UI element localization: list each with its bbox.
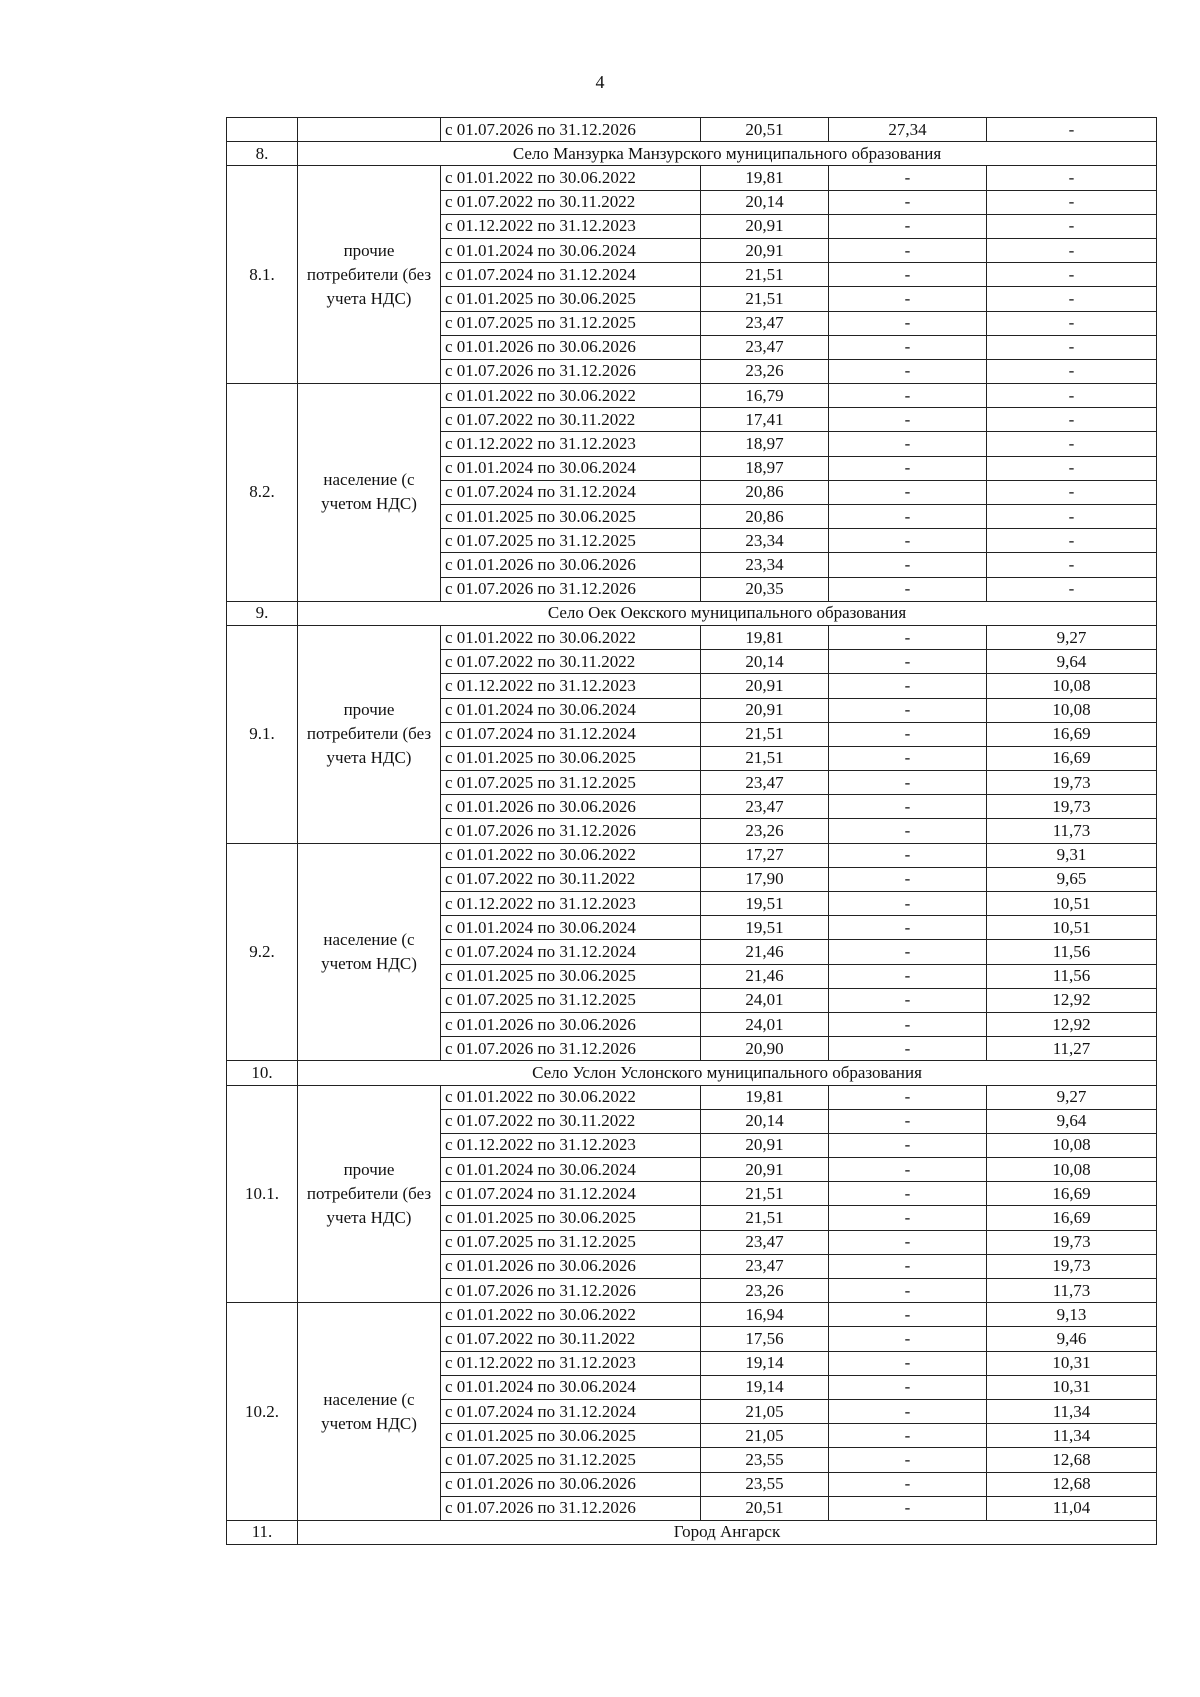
period-cell: с 01.07.2025 по 31.12.2025 [441, 1230, 701, 1254]
period-cell: с 01.01.2024 по 30.06.2024 [441, 916, 701, 940]
tariff-value-1: 24,01 [701, 988, 829, 1012]
tariff-value-2: - [829, 940, 987, 964]
tariff-value-2: - [829, 1158, 987, 1182]
tariff-value-2: - [829, 529, 987, 553]
tariff-value-2: - [829, 1254, 987, 1278]
tariff-value-3: 10,08 [987, 1133, 1157, 1157]
period-cell: с 01.07.2024 по 31.12.2024 [441, 940, 701, 964]
tariff-value-3: 10,31 [987, 1375, 1157, 1399]
tariff-value-1: 21,51 [701, 746, 829, 770]
tariff-value-2: - [829, 553, 987, 577]
tariff-value-2: - [829, 263, 987, 287]
consumer-category: прочие потребители (без учета НДС) [298, 625, 441, 843]
tariff-value-3: - [987, 505, 1157, 529]
tariff-value-2: - [829, 166, 987, 190]
period-cell: с 01.12.2022 по 31.12.2023 [441, 892, 701, 916]
period-cell: с 01.07.2026 по 31.12.2026 [441, 1037, 701, 1061]
period-cell: с 01.12.2022 по 31.12.2023 [441, 674, 701, 698]
tariff-value-3: - [987, 480, 1157, 504]
tariff-value-1: 23,34 [701, 553, 829, 577]
period-cell: с 01.07.2024 по 31.12.2024 [441, 722, 701, 746]
tariff-value-3: 9,46 [987, 1327, 1157, 1351]
period-cell: с 01.07.2022 по 30.11.2022 [441, 867, 701, 891]
page-number: 4 [595, 72, 605, 92]
tariff-value-2: - [829, 480, 987, 504]
tariff-value-1: 21,51 [701, 263, 829, 287]
tariff-value-1: 23,47 [701, 311, 829, 335]
consumer-category: население (с учетом НДС) [298, 384, 441, 602]
tariff-value-2: - [829, 577, 987, 601]
period-cell: с 01.01.2024 по 30.06.2024 [441, 1158, 701, 1182]
period-cell: с 01.12.2022 по 31.12.2023 [441, 432, 701, 456]
table-row [227, 384, 1157, 408]
tariff-value-2: - [829, 892, 987, 916]
table-row [227, 1303, 1157, 1327]
section-title: Село Оек Оекского муниципального образования [298, 601, 1157, 625]
tariff-value-2: - [829, 408, 987, 432]
tariff-value-1: 20,14 [701, 650, 829, 674]
tariff-value-3: 11,34 [987, 1399, 1157, 1423]
tariff-value-3: 12,68 [987, 1472, 1157, 1496]
tariff-value-1: 23,47 [701, 335, 829, 359]
tariff-value-1: 23,55 [701, 1472, 829, 1496]
tariff-value-1: 20,91 [701, 1158, 829, 1182]
period-cell: с 01.07.2024 по 31.12.2024 [441, 1399, 701, 1423]
tariff-value-2: - [829, 674, 987, 698]
tariff-value-2: - [829, 843, 987, 867]
tariff-value-1: 19,14 [701, 1351, 829, 1375]
tariff-value-1: 20,51 [701, 1496, 829, 1520]
period-cell: с 01.01.2022 по 30.06.2022 [441, 625, 701, 649]
tariff-value-3: - [987, 384, 1157, 408]
tariff-value-2: - [829, 1448, 987, 1472]
tariff-value-2: - [829, 1109, 987, 1133]
section-header-row [227, 601, 1157, 625]
tariff-value-2: - [829, 1182, 987, 1206]
tariff-value-1: 23,47 [701, 1230, 829, 1254]
tariff-value-2: - [829, 1472, 987, 1496]
tariff-value-3: 19,73 [987, 1254, 1157, 1278]
period-cell: с 01.01.2026 по 30.06.2026 [441, 795, 701, 819]
tariff-value-1: 20,91 [701, 674, 829, 698]
group-number: 8.1. [227, 166, 298, 384]
tariff-value-1: 21,51 [701, 287, 829, 311]
period-cell: с 01.07.2026 по 31.12.2026 [441, 819, 701, 843]
tariff-value-1: 20,14 [701, 190, 829, 214]
tariff-value-1: 21,51 [701, 1182, 829, 1206]
group-number: 9.1. [227, 625, 298, 843]
consumer-category: прочие потребители (без учета НДС) [298, 1085, 441, 1303]
tariff-value-3: - [987, 214, 1157, 238]
period-cell: с 01.01.2022 по 30.06.2022 [441, 1303, 701, 1327]
period-cell: с 01.01.2026 по 30.06.2026 [441, 335, 701, 359]
tariff-value-2: - [829, 722, 987, 746]
tariff-value-3: 9,64 [987, 1109, 1157, 1133]
tariff-value-1: 21,51 [701, 722, 829, 746]
tariff-value-1: 23,26 [701, 1279, 829, 1303]
tariff-value-3: 16,69 [987, 1206, 1157, 1230]
tariff-value-1: 23,55 [701, 1448, 829, 1472]
tariff-value-2: - [829, 964, 987, 988]
period-cell: с 01.07.2026 по 31.12.2026 [441, 577, 701, 601]
tariff-value-1: 20,91 [701, 238, 829, 262]
tariff-value-2: - [829, 916, 987, 940]
tariff-value-3: 16,69 [987, 722, 1157, 746]
section-number: 11. [227, 1520, 298, 1544]
period-cell: с 01.01.2022 по 30.06.2022 [441, 384, 701, 408]
tariff-value-3: - [987, 456, 1157, 480]
tariff-value-3: 9,13 [987, 1303, 1157, 1327]
section-number: 10. [227, 1061, 298, 1085]
tariff-value-2: - [829, 1133, 987, 1157]
table-row [227, 1085, 1157, 1109]
tariff-value-3: - [987, 335, 1157, 359]
tariff-value-3: 12,92 [987, 988, 1157, 1012]
period-cell: с 01.07.2026 по 31.12.2026 [441, 1496, 701, 1520]
period-cell: с 01.07.2025 по 31.12.2025 [441, 1448, 701, 1472]
tariff-value-3: - [987, 118, 1157, 142]
tariff-value-3: 11,27 [987, 1037, 1157, 1061]
tariff-value-3: 19,73 [987, 771, 1157, 795]
tariff-value-3: 11,56 [987, 940, 1157, 964]
period-cell: с 01.01.2025 по 30.06.2025 [441, 964, 701, 988]
tariff-value-3: 16,69 [987, 746, 1157, 770]
tariff-value-3: - [987, 166, 1157, 190]
tariff-value-1: 16,94 [701, 1303, 829, 1327]
tariff-value-2: - [829, 335, 987, 359]
period-cell: с 01.01.2025 по 30.06.2025 [441, 1424, 701, 1448]
row-number-cell [227, 118, 298, 142]
section-header-row [227, 1061, 1157, 1085]
tariff-value-3: 19,73 [987, 1230, 1157, 1254]
tariff-value-1: 20,35 [701, 577, 829, 601]
tariff-value-2: - [829, 384, 987, 408]
tariff-value-1: 16,79 [701, 384, 829, 408]
tariff-value-2: - [829, 625, 987, 649]
tariff-value-3: 10,51 [987, 892, 1157, 916]
tariff-value-1: 23,47 [701, 1254, 829, 1278]
tariff-value-2: - [829, 795, 987, 819]
tariff-value-2: - [829, 988, 987, 1012]
tariff-value-3: - [987, 359, 1157, 383]
period-cell: с 01.07.2024 по 31.12.2024 [441, 480, 701, 504]
period-cell: с 01.01.2026 по 30.06.2026 [441, 553, 701, 577]
tariff-value-2: - [829, 698, 987, 722]
period-cell: с 01.01.2022 по 30.06.2022 [441, 166, 701, 190]
period-cell: с 01.07.2024 по 31.12.2024 [441, 263, 701, 287]
period-cell: с 01.07.2025 по 31.12.2025 [441, 311, 701, 335]
tariff-value-1: 23,26 [701, 819, 829, 843]
tariff-value-3: - [987, 432, 1157, 456]
period-cell: с 01.07.2026 по 31.12.2026 [441, 359, 701, 383]
tariff-value-1: 21,51 [701, 1206, 829, 1230]
tariff-table [226, 117, 1157, 1545]
tariff-value-3: - [987, 408, 1157, 432]
tariff-value-3: 9,31 [987, 843, 1157, 867]
tariff-value-3: 10,08 [987, 1158, 1157, 1182]
tariff-value-2: - [829, 819, 987, 843]
tariff-value-3: - [987, 238, 1157, 262]
consumer-category: население (с учетом НДС) [298, 1303, 441, 1521]
section-number: 9. [227, 601, 298, 625]
period-cell: с 01.12.2022 по 31.12.2023 [441, 1351, 701, 1375]
tariff-value-2: - [829, 505, 987, 529]
section-title: Город Ангарск [298, 1520, 1157, 1544]
tariff-value-2: - [829, 1230, 987, 1254]
tariff-value-3: 9,64 [987, 650, 1157, 674]
period-cell: с 01.01.2022 по 30.06.2022 [441, 1085, 701, 1109]
tariff-value-2: - [829, 1375, 987, 1399]
period-cell: с 01.12.2022 по 31.12.2023 [441, 214, 701, 238]
consumer-category: прочие потребители (без учета НДС) [298, 166, 441, 384]
category-cell [298, 118, 441, 142]
period-cell: с 01.01.2022 по 30.06.2022 [441, 843, 701, 867]
tariff-value-3: - [987, 311, 1157, 335]
tariff-value-1: 23,47 [701, 771, 829, 795]
tariff-value-1: 20,51 [701, 118, 829, 142]
tariff-value-2: - [829, 1279, 987, 1303]
tariff-value-2: - [829, 650, 987, 674]
tariff-value-1: 24,01 [701, 1012, 829, 1036]
tariff-value-1: 20,14 [701, 1109, 829, 1133]
tariff-value-3: - [987, 577, 1157, 601]
tariff-value-3: 11,73 [987, 1279, 1157, 1303]
tariff-value-2: - [829, 1303, 987, 1327]
consumer-category: население (с учетом НДС) [298, 843, 441, 1061]
tariff-value-1: 19,81 [701, 1085, 829, 1109]
period-cell: с 01.01.2026 по 30.06.2026 [441, 1012, 701, 1036]
section-title: Село Услон Услонского муниципального образования [298, 1061, 1157, 1085]
tariff-value-2: - [829, 1327, 987, 1351]
tariff-value-2: - [829, 311, 987, 335]
period-cell: с 01.07.2022 по 30.11.2022 [441, 190, 701, 214]
table-row [227, 166, 1157, 190]
tariff-value-3: - [987, 553, 1157, 577]
tariff-value-1: 20,86 [701, 505, 829, 529]
tariff-value-3: - [987, 263, 1157, 287]
tariff-value-1: 21,05 [701, 1399, 829, 1423]
tariff-value-2: - [829, 359, 987, 383]
tariff-value-2: - [829, 1206, 987, 1230]
period-cell: с 01.07.2026 по 31.12.2026 [441, 1279, 701, 1303]
period-cell: с 01.01.2025 по 30.06.2025 [441, 505, 701, 529]
period-cell: с 01.01.2026 по 30.06.2026 [441, 1472, 701, 1496]
period-cell: с 01.07.2026 по 31.12.2026 [441, 118, 701, 142]
period-cell: с 01.07.2022 по 30.11.2022 [441, 1109, 701, 1133]
tariff-value-1: 23,26 [701, 359, 829, 383]
tariff-value-2: - [829, 771, 987, 795]
tariff-value-3: 9,27 [987, 625, 1157, 649]
table-row [227, 843, 1157, 867]
tariff-value-2: - [829, 1424, 987, 1448]
period-cell: с 01.01.2025 по 30.06.2025 [441, 746, 701, 770]
tariff-value-2: - [829, 1351, 987, 1375]
period-cell: с 01.12.2022 по 31.12.2023 [441, 1133, 701, 1157]
tariff-value-1: 21,46 [701, 940, 829, 964]
period-cell: с 01.07.2025 по 31.12.2025 [441, 771, 701, 795]
tariff-value-1: 20,86 [701, 480, 829, 504]
tariff-value-2: - [829, 746, 987, 770]
tariff-value-3: 16,69 [987, 1182, 1157, 1206]
tariff-value-2: 27,34 [829, 118, 987, 142]
tariff-value-1: 19,51 [701, 892, 829, 916]
tariff-value-3: 10,08 [987, 698, 1157, 722]
tariff-value-1: 19,81 [701, 625, 829, 649]
period-cell: с 01.07.2024 по 31.12.2024 [441, 1182, 701, 1206]
section-header-row [227, 1520, 1157, 1544]
period-cell: с 01.01.2024 по 30.06.2024 [441, 456, 701, 480]
tariff-value-1: 21,46 [701, 964, 829, 988]
tariff-value-2: - [829, 1037, 987, 1061]
tariff-value-3: - [987, 287, 1157, 311]
period-cell: с 01.07.2022 по 30.11.2022 [441, 650, 701, 674]
tariff-value-2: - [829, 1085, 987, 1109]
tariff-table-body [227, 118, 1157, 1545]
tariff-value-3: 12,92 [987, 1012, 1157, 1036]
table-row [227, 625, 1157, 649]
tariff-value-3: - [987, 529, 1157, 553]
period-cell: с 01.07.2025 по 31.12.2025 [441, 988, 701, 1012]
period-cell: с 01.01.2024 по 30.06.2024 [441, 238, 701, 262]
tariff-value-3: - [987, 190, 1157, 214]
table-row [227, 118, 1157, 142]
group-number: 10.2. [227, 1303, 298, 1521]
period-cell: с 01.01.2025 по 30.06.2025 [441, 1206, 701, 1230]
tariff-value-3: 11,04 [987, 1496, 1157, 1520]
tariff-value-1: 17,56 [701, 1327, 829, 1351]
period-cell: с 01.01.2024 по 30.06.2024 [441, 698, 701, 722]
period-cell: с 01.07.2025 по 31.12.2025 [441, 529, 701, 553]
period-cell: с 01.01.2026 по 30.06.2026 [441, 1254, 701, 1278]
section-title: Село Манзурка Манзурского муниципального образования [298, 142, 1157, 166]
tariff-value-1: 20,91 [701, 214, 829, 238]
tariff-value-3: 19,73 [987, 795, 1157, 819]
tariff-value-1: 17,27 [701, 843, 829, 867]
tariff-value-1: 20,91 [701, 1133, 829, 1157]
tariff-value-3: 12,68 [987, 1448, 1157, 1472]
tariff-value-1: 23,47 [701, 795, 829, 819]
tariff-value-2: - [829, 1012, 987, 1036]
tariff-value-1: 18,97 [701, 432, 829, 456]
period-cell: с 01.01.2025 по 30.06.2025 [441, 287, 701, 311]
tariff-value-2: - [829, 456, 987, 480]
tariff-value-1: 21,05 [701, 1424, 829, 1448]
tariff-value-1: 17,41 [701, 408, 829, 432]
section-number: 8. [227, 142, 298, 166]
tariff-value-1: 20,91 [701, 698, 829, 722]
tariff-value-3: 9,27 [987, 1085, 1157, 1109]
period-cell: с 01.07.2022 по 30.11.2022 [441, 408, 701, 432]
period-cell: с 01.07.2022 по 30.11.2022 [441, 1327, 701, 1351]
tariff-value-1: 23,34 [701, 529, 829, 553]
tariff-value-2: - [829, 1399, 987, 1423]
tariff-value-3: 11,34 [987, 1424, 1157, 1448]
group-number: 10.1. [227, 1085, 298, 1303]
tariff-value-3: 10,51 [987, 916, 1157, 940]
tariff-value-3: 10,08 [987, 674, 1157, 698]
tariff-value-2: - [829, 238, 987, 262]
tariff-value-1: 20,90 [701, 1037, 829, 1061]
tariff-value-3: 10,31 [987, 1351, 1157, 1375]
tariff-value-1: 18,97 [701, 456, 829, 480]
tariff-value-2: - [829, 432, 987, 456]
tariff-value-3: 9,65 [987, 867, 1157, 891]
period-cell: с 01.01.2024 по 30.06.2024 [441, 1375, 701, 1399]
tariff-value-1: 19,81 [701, 166, 829, 190]
tariff-value-3: 11,56 [987, 964, 1157, 988]
section-header-row [227, 142, 1157, 166]
tariff-value-2: - [829, 214, 987, 238]
tariff-value-2: - [829, 287, 987, 311]
tariff-value-2: - [829, 1496, 987, 1520]
tariff-value-2: - [829, 190, 987, 214]
group-number: 9.2. [227, 843, 298, 1061]
tariff-value-1: 17,90 [701, 867, 829, 891]
tariff-value-1: 19,14 [701, 1375, 829, 1399]
tariff-value-1: 19,51 [701, 916, 829, 940]
group-number: 8.2. [227, 384, 298, 602]
tariff-value-2: - [829, 867, 987, 891]
tariff-value-3: 11,73 [987, 819, 1157, 843]
